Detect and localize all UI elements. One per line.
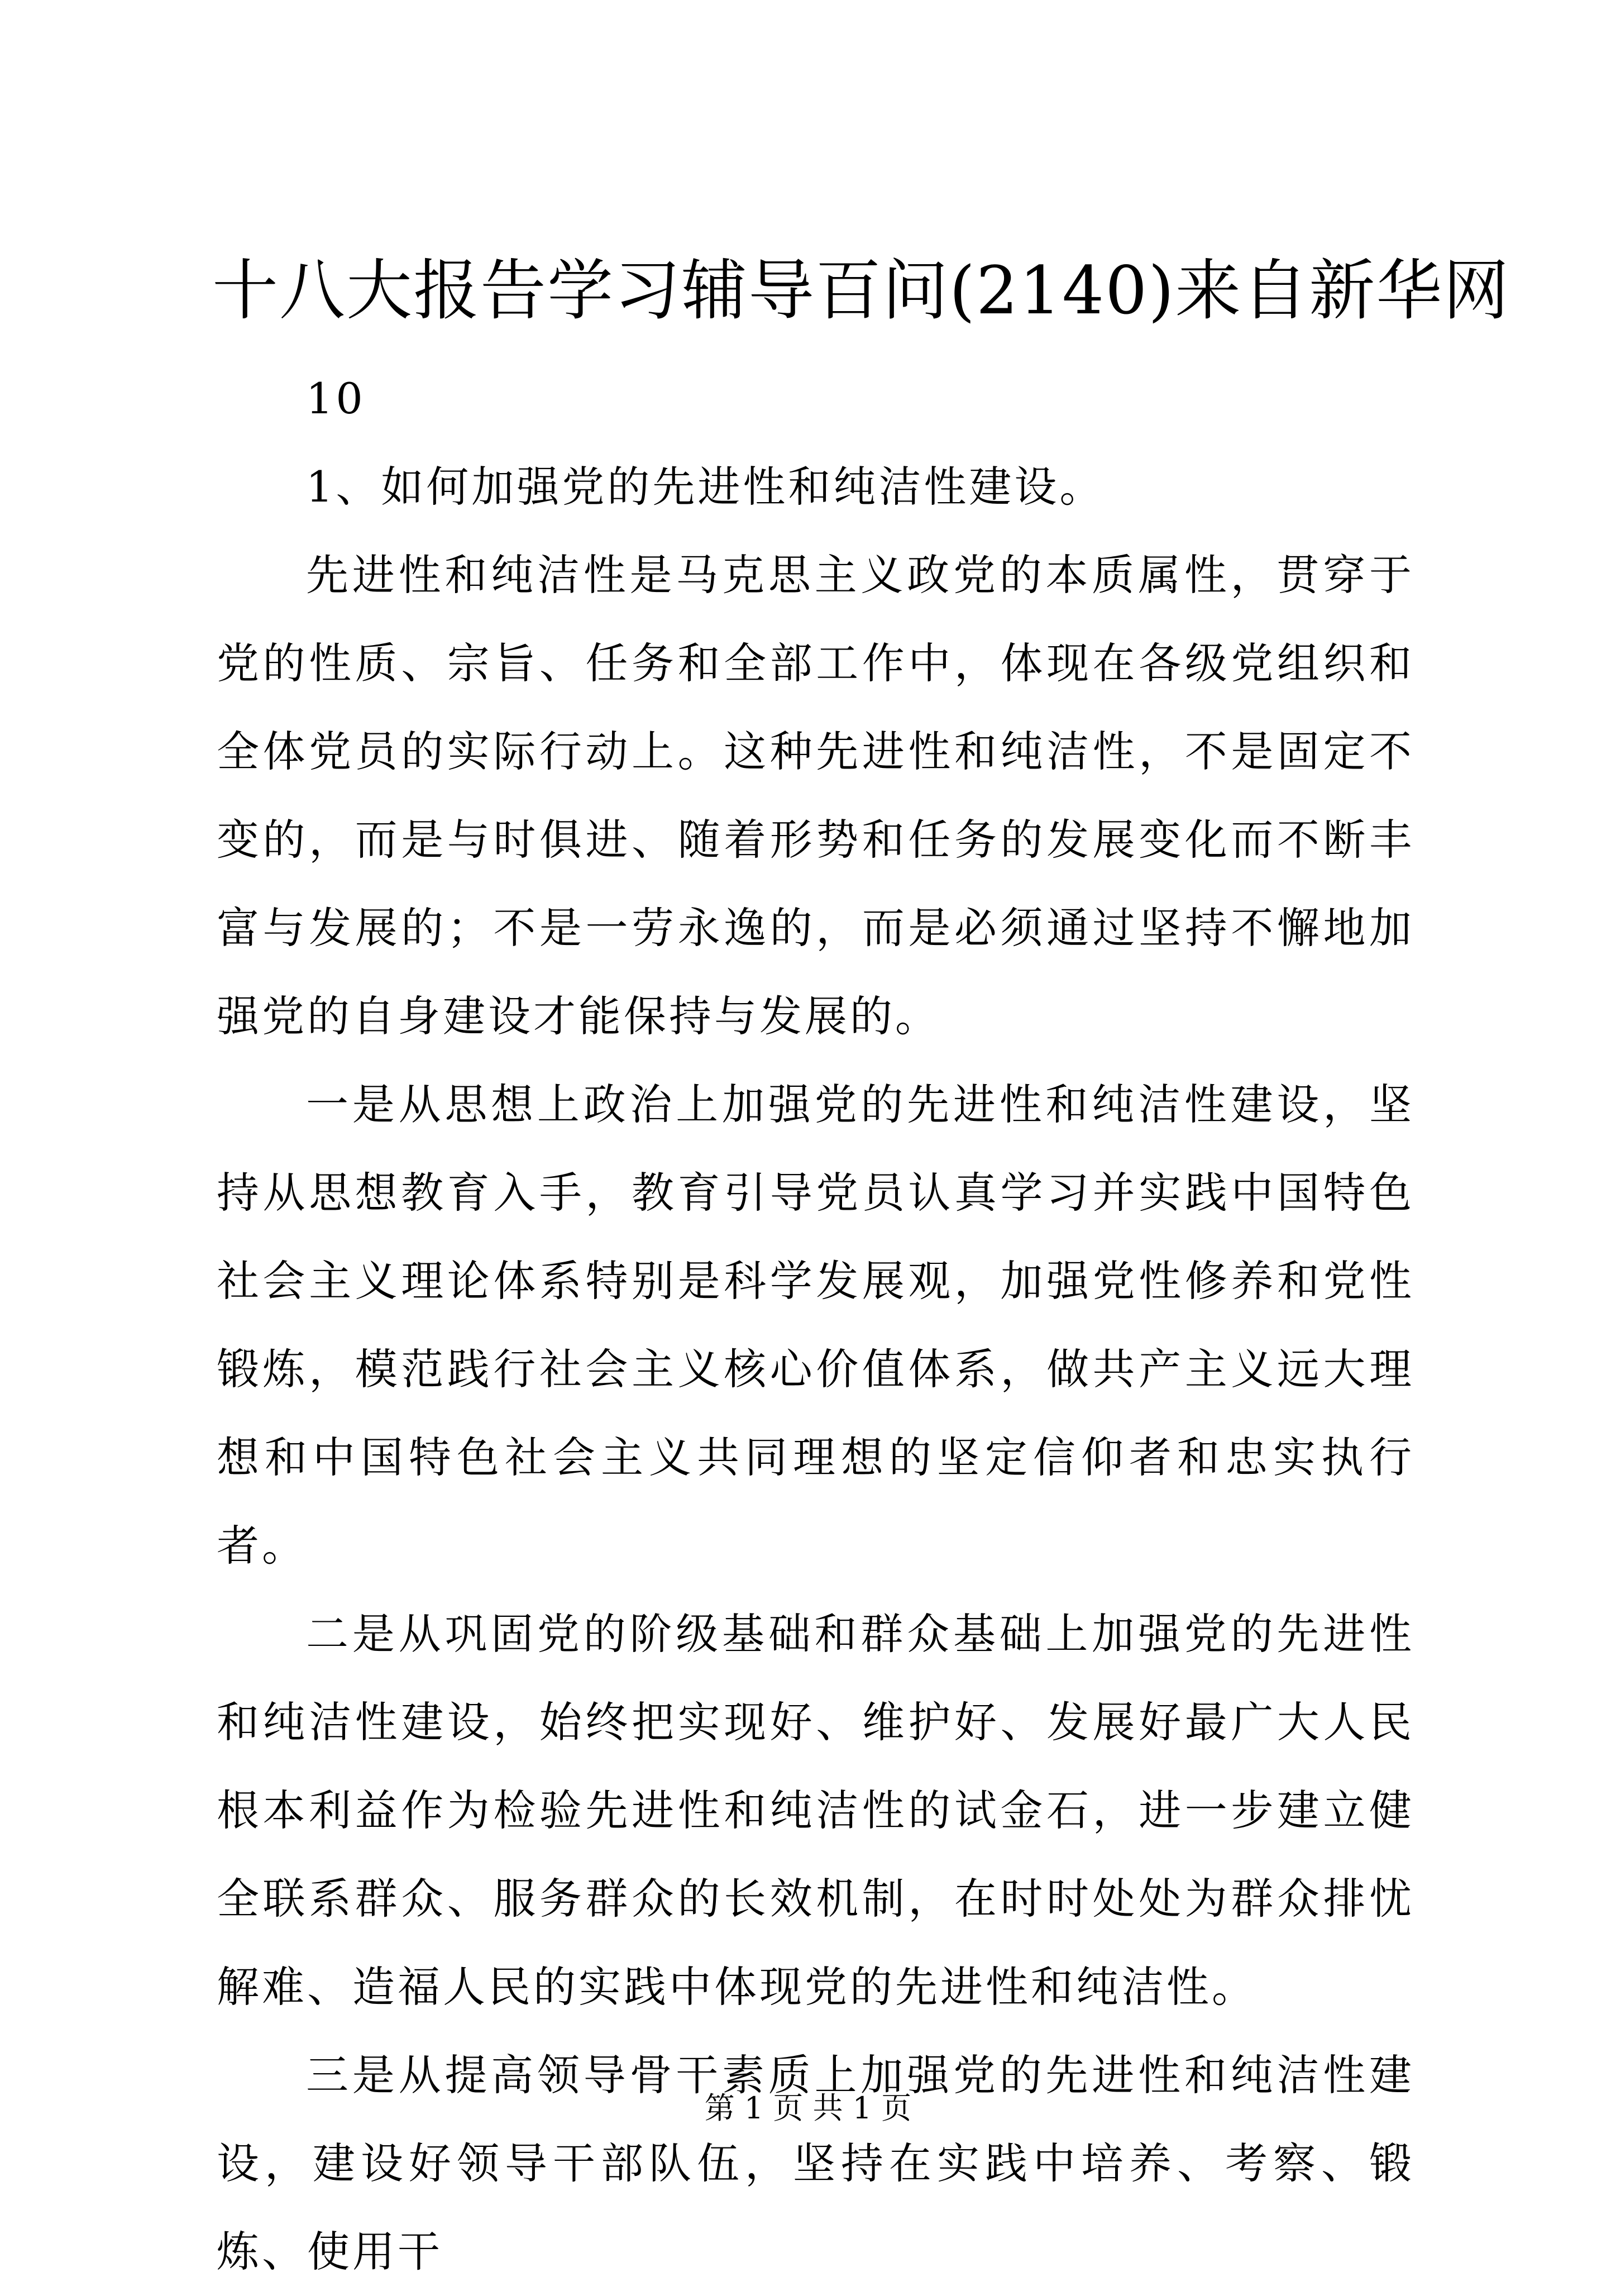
paragraph: 先进性和纯洁性是马克思主义政党的本质属性，贯穿于党的性质、宗旨、任务和全部工作中，体现在各级党组织和全体党员的实际行动上。这种先进性和纯洁性，不是固定不变的，而是与时俱进、随着形势和任务的发展变化而不断丰富与发展的；不是一劳永逸的，而是必须通过坚持不懈地加强党的自身建设才能保持与发展的。 <box>217 550 1414 1041</box>
page-footer: 第 1 页 共 1 页 <box>704 2090 912 2126</box>
document-body <box>217 355 1414 2296</box>
paragraph-number: 10 <box>306 374 366 423</box>
document-title: 十八大报告学习辅导百问(2140)来自新华网 <box>212 252 1510 329</box>
section-heading: 1、如何加强党的先进性和纯洁性建设。 <box>306 462 1105 512</box>
paragraph: 三是从提高领导骨干素质上加强党的先进性和纯洁性建设，建设好领导干部队伍，坚持在实践中培养、考察、锻炼、使用干 <box>217 2050 1414 2276</box>
paragraph: 一是从思想上政治上加强党的先进性和纯洁性建设，坚持从思想教育入手，教育引导党员认真学习并实践中国特色社会主义理论体系特别是科学发展观，加强党性修养和党性锻炼，模范践行社会主义核心价值体系，做共产主义远大理想和中国特色社会主义共同理想的坚定信仰者和忠实执行者。 <box>217 1080 1414 1571</box>
paragraph: 二是从巩固党的阶级基础和群众基础上加强党的先进性和纯洁性建设，始终把实现好、维护好、发展好最广大人民根本利益作为检验先进性和纯洁性的试金石，进一步建立健全联系群众、服务群众的长效机制，在时时处处为群众排忧解难、造福人民的实践中体现党的先进性和纯洁性。 <box>217 1609 1414 2012</box>
